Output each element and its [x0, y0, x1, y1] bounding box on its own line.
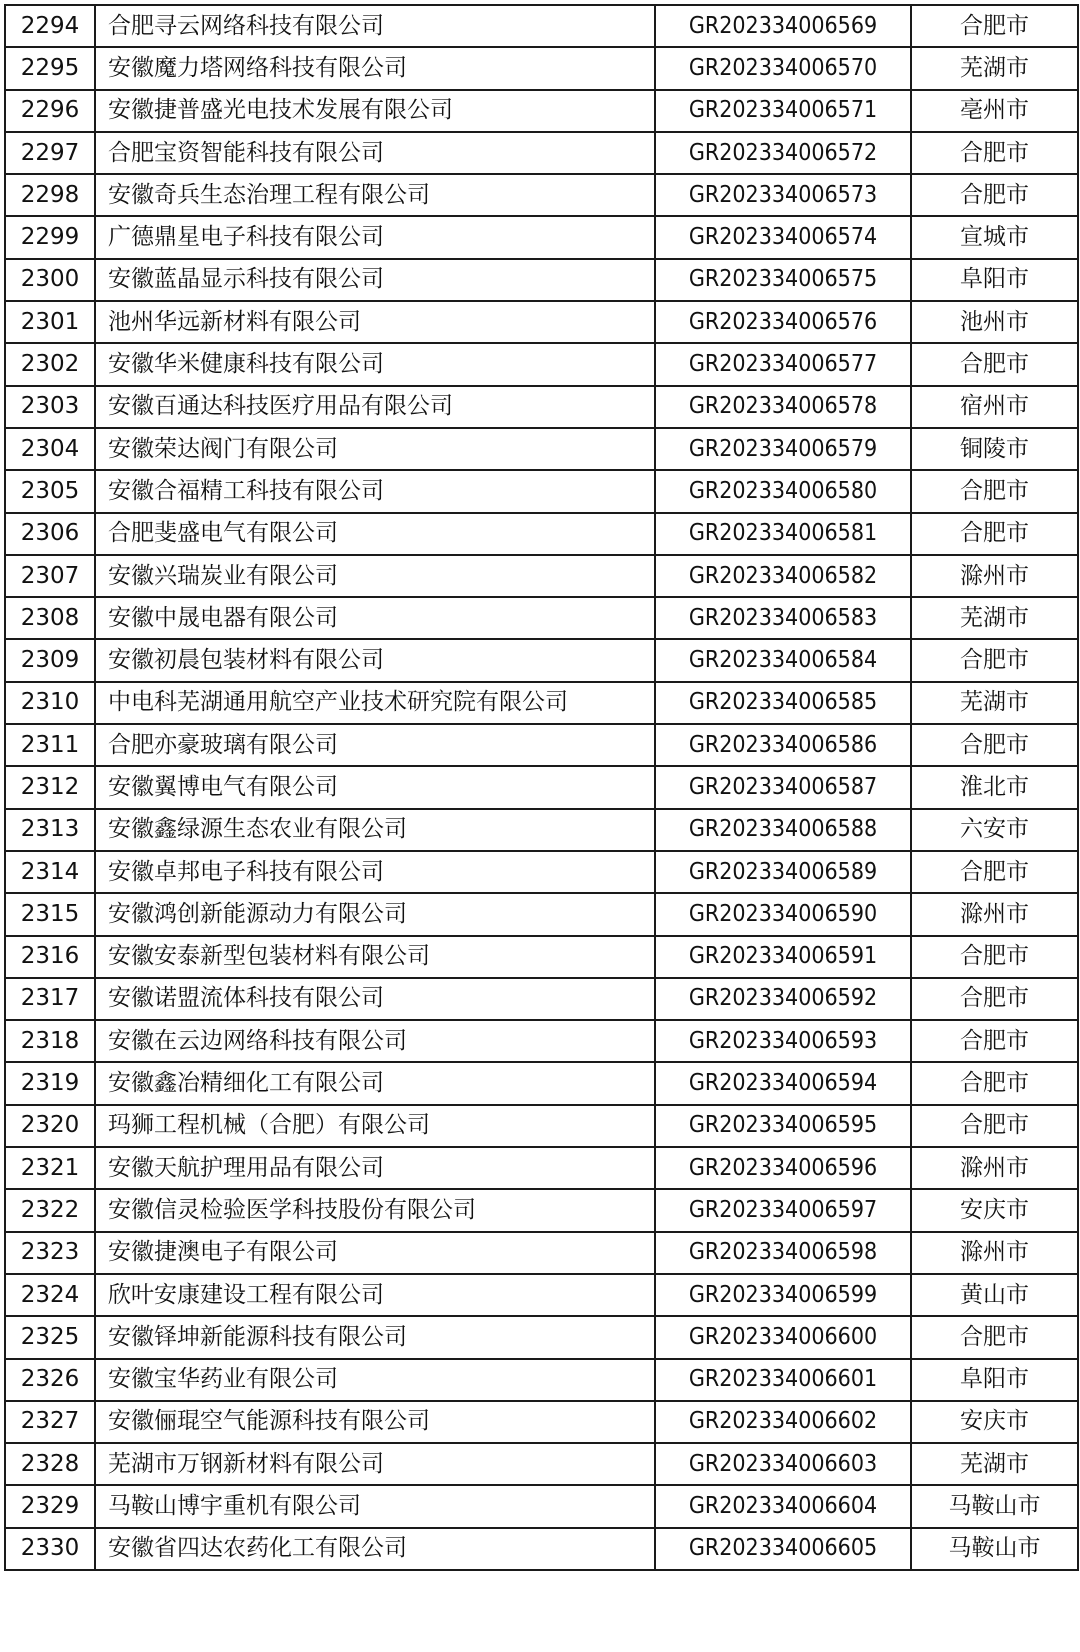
company-name: 安徽信灵检验医学科技股份有限公司 [95, 1189, 655, 1231]
certificate-number: GR202334006605 [655, 1528, 911, 1570]
company-list-table [4, 4, 1079, 1571]
city: 阜阳市 [911, 259, 1078, 301]
row-number: 2327 [5, 1401, 95, 1443]
company-name: 安徽中晟电器有限公司 [95, 597, 655, 639]
company-name: 广德鼎星电子科技有限公司 [95, 216, 655, 258]
company-name: 安徽俪琨空气能源科技有限公司 [95, 1401, 655, 1443]
certificate-number: GR202334006600 [655, 1316, 911, 1358]
certificate-number: GR202334006604 [655, 1485, 911, 1527]
row-number: 2328 [5, 1443, 95, 1485]
table-row [5, 766, 1078, 808]
city: 合肥市 [911, 978, 1078, 1020]
city: 芜湖市 [911, 682, 1078, 724]
row-number: 2304 [5, 428, 95, 470]
city: 合肥市 [911, 1062, 1078, 1104]
certificate-number: GR202334006576 [655, 301, 911, 343]
city: 滁州市 [911, 893, 1078, 935]
row-number: 2313 [5, 809, 95, 851]
company-name: 安徽卓邦电子科技有限公司 [95, 851, 655, 893]
city: 滁州市 [911, 555, 1078, 597]
table-row [5, 1443, 1078, 1485]
row-number: 2317 [5, 978, 95, 1020]
table-row [5, 259, 1078, 301]
row-number: 2318 [5, 1020, 95, 1062]
city: 合肥市 [911, 1316, 1078, 1358]
table-row [5, 936, 1078, 978]
row-number: 2306 [5, 513, 95, 555]
row-number: 2308 [5, 597, 95, 639]
city: 合肥市 [911, 851, 1078, 893]
certificate-number: GR202334006595 [655, 1105, 911, 1147]
table-row [5, 851, 1078, 893]
certificate-number: GR202334006588 [655, 809, 911, 851]
row-number: 2315 [5, 893, 95, 935]
company-name: 安徽蓝晶显示科技有限公司 [95, 259, 655, 301]
row-number: 2303 [5, 386, 95, 428]
city: 铜陵市 [911, 428, 1078, 470]
company-name: 芜湖市万钢新材料有限公司 [95, 1443, 655, 1485]
table-row [5, 1401, 1078, 1443]
certificate-number: GR202334006582 [655, 555, 911, 597]
row-number: 2322 [5, 1189, 95, 1231]
city: 合肥市 [911, 513, 1078, 555]
table-row [5, 1316, 1078, 1358]
table-row [5, 470, 1078, 512]
company-name: 合肥寻云网络科技有限公司 [95, 5, 655, 47]
row-number: 2319 [5, 1062, 95, 1104]
certificate-number: GR202334006584 [655, 639, 911, 681]
city: 马鞍山市 [911, 1485, 1078, 1527]
certificate-number: GR202334006587 [655, 766, 911, 808]
city: 合肥市 [911, 470, 1078, 512]
certificate-number: GR202334006598 [655, 1232, 911, 1274]
city: 芜湖市 [911, 597, 1078, 639]
city: 池州市 [911, 301, 1078, 343]
table-row [5, 47, 1078, 89]
table-row [5, 301, 1078, 343]
company-name: 安徽鸿创新能源动力有限公司 [95, 893, 655, 935]
company-name: 安徽荣达阀门有限公司 [95, 428, 655, 470]
company-name: 安徽在云边网络科技有限公司 [95, 1020, 655, 1062]
table-row [5, 1105, 1078, 1147]
row-number: 2325 [5, 1316, 95, 1358]
row-number: 2309 [5, 639, 95, 681]
company-name: 安徽华米健康科技有限公司 [95, 343, 655, 385]
table-row [5, 513, 1078, 555]
city: 合肥市 [911, 343, 1078, 385]
row-number: 2299 [5, 216, 95, 258]
table-row [5, 1062, 1078, 1104]
certificate-number: GR202334006597 [655, 1189, 911, 1231]
row-number: 2311 [5, 724, 95, 766]
certificate-number: GR202334006583 [655, 597, 911, 639]
city: 马鞍山市 [911, 1528, 1078, 1570]
company-name: 安徽兴瑞炭业有限公司 [95, 555, 655, 597]
row-number: 2316 [5, 936, 95, 978]
company-name: 合肥宝资智能科技有限公司 [95, 132, 655, 174]
table-row [5, 343, 1078, 385]
table-row [5, 1020, 1078, 1062]
city: 亳州市 [911, 90, 1078, 132]
table-row [5, 1147, 1078, 1189]
row-number: 2307 [5, 555, 95, 597]
row-number: 2312 [5, 766, 95, 808]
company-name: 安徽捷澳电子有限公司 [95, 1232, 655, 1274]
city: 合肥市 [911, 1105, 1078, 1147]
certificate-number: GR202334006592 [655, 978, 911, 1020]
certificate-number: GR202334006578 [655, 386, 911, 428]
city: 合肥市 [911, 724, 1078, 766]
company-name: 安徽合福精工科技有限公司 [95, 470, 655, 512]
city: 阜阳市 [911, 1359, 1078, 1401]
table-row [5, 1189, 1078, 1231]
city: 合肥市 [911, 936, 1078, 978]
city: 合肥市 [911, 5, 1078, 47]
certificate-number: GR202334006602 [655, 1401, 911, 1443]
table-row [5, 1232, 1078, 1274]
table-row [5, 1359, 1078, 1401]
city: 滁州市 [911, 1232, 1078, 1274]
company-name: 安徽铎坤新能源科技有限公司 [95, 1316, 655, 1358]
company-name: 安徽鑫绿源生态农业有限公司 [95, 809, 655, 851]
company-name: 安徽奇兵生态治理工程有限公司 [95, 174, 655, 216]
company-name: 中电科芜湖通用航空产业技术研究院有限公司 [95, 682, 655, 724]
certificate-number: GR202334006575 [655, 259, 911, 301]
certificate-number: GR202334006574 [655, 216, 911, 258]
city: 滁州市 [911, 1147, 1078, 1189]
company-name: 安徽天航护理用品有限公司 [95, 1147, 655, 1189]
city: 合肥市 [911, 639, 1078, 681]
table-row [5, 428, 1078, 470]
certificate-number: GR202334006593 [655, 1020, 911, 1062]
table-row [5, 555, 1078, 597]
row-number: 2321 [5, 1147, 95, 1189]
certificate-number: GR202334006601 [655, 1359, 911, 1401]
certificate-number: GR202334006571 [655, 90, 911, 132]
city: 合肥市 [911, 132, 1078, 174]
table-row [5, 1485, 1078, 1527]
row-number: 2296 [5, 90, 95, 132]
row-number: 2300 [5, 259, 95, 301]
row-number: 2326 [5, 1359, 95, 1401]
table-row [5, 386, 1078, 428]
certificate-number: GR202334006603 [655, 1443, 911, 1485]
table-row [5, 90, 1078, 132]
certificate-number: GR202334006594 [655, 1062, 911, 1104]
company-name: 安徽安泰新型包装材料有限公司 [95, 936, 655, 978]
row-number: 2323 [5, 1232, 95, 1274]
city: 六安市 [911, 809, 1078, 851]
company-name: 安徽省四达农药化工有限公司 [95, 1528, 655, 1570]
city: 黄山市 [911, 1274, 1078, 1316]
company-name: 玛狮工程机械（合肥）有限公司 [95, 1105, 655, 1147]
table-body [5, 5, 1078, 1570]
row-number: 2329 [5, 1485, 95, 1527]
certificate-number: GR202334006580 [655, 470, 911, 512]
row-number: 2314 [5, 851, 95, 893]
table-row [5, 132, 1078, 174]
table-row [5, 1528, 1078, 1570]
company-name: 池州华远新材料有限公司 [95, 301, 655, 343]
row-number: 2295 [5, 47, 95, 89]
certificate-number: GR202334006572 [655, 132, 911, 174]
city: 合肥市 [911, 1020, 1078, 1062]
row-number: 2310 [5, 682, 95, 724]
city: 合肥市 [911, 174, 1078, 216]
city: 宣城市 [911, 216, 1078, 258]
certificate-number: GR202334006570 [655, 47, 911, 89]
certificate-number: GR202334006599 [655, 1274, 911, 1316]
company-name: 安徽翼博电气有限公司 [95, 766, 655, 808]
table-row [5, 597, 1078, 639]
city: 安庆市 [911, 1189, 1078, 1231]
city: 芜湖市 [911, 1443, 1078, 1485]
certificate-number: GR202334006577 [655, 343, 911, 385]
table-row [5, 216, 1078, 258]
table-row [5, 639, 1078, 681]
row-number: 2330 [5, 1528, 95, 1570]
table-row [5, 1274, 1078, 1316]
certificate-number: GR202334006586 [655, 724, 911, 766]
row-number: 2294 [5, 5, 95, 47]
city: 安庆市 [911, 1401, 1078, 1443]
table-row [5, 978, 1078, 1020]
company-name: 安徽宝华药业有限公司 [95, 1359, 655, 1401]
certificate-number: GR202334006569 [655, 5, 911, 47]
row-number: 2324 [5, 1274, 95, 1316]
company-name: 安徽捷普盛光电技术发展有限公司 [95, 90, 655, 132]
company-name: 合肥斐盛电气有限公司 [95, 513, 655, 555]
certificate-number: GR202334006589 [655, 851, 911, 893]
certificate-number: GR202334006590 [655, 893, 911, 935]
table-row [5, 682, 1078, 724]
table-row [5, 893, 1078, 935]
certificate-number: GR202334006573 [655, 174, 911, 216]
row-number: 2301 [5, 301, 95, 343]
certificate-number: GR202334006581 [655, 513, 911, 555]
company-name: 安徽鑫冶精细化工有限公司 [95, 1062, 655, 1104]
city: 宿州市 [911, 386, 1078, 428]
company-name: 安徽百通达科技医疗用品有限公司 [95, 386, 655, 428]
company-name: 欣叶安康建设工程有限公司 [95, 1274, 655, 1316]
certificate-number: GR202334006585 [655, 682, 911, 724]
company-name: 合肥亦豪玻璃有限公司 [95, 724, 655, 766]
row-number: 2298 [5, 174, 95, 216]
row-number: 2305 [5, 470, 95, 512]
city: 芜湖市 [911, 47, 1078, 89]
table-row [5, 809, 1078, 851]
city: 淮北市 [911, 766, 1078, 808]
row-number: 2320 [5, 1105, 95, 1147]
company-name: 马鞍山博宇重机有限公司 [95, 1485, 655, 1527]
row-number: 2302 [5, 343, 95, 385]
certificate-number: GR202334006579 [655, 428, 911, 470]
table-row [5, 5, 1078, 47]
company-name: 安徽魔力塔网络科技有限公司 [95, 47, 655, 89]
table-row [5, 724, 1078, 766]
certificate-number: GR202334006591 [655, 936, 911, 978]
row-number: 2297 [5, 132, 95, 174]
company-name: 安徽初晨包装材料有限公司 [95, 639, 655, 681]
table-row [5, 174, 1078, 216]
certificate-number: GR202334006596 [655, 1147, 911, 1189]
company-name: 安徽诺盟流体科技有限公司 [95, 978, 655, 1020]
